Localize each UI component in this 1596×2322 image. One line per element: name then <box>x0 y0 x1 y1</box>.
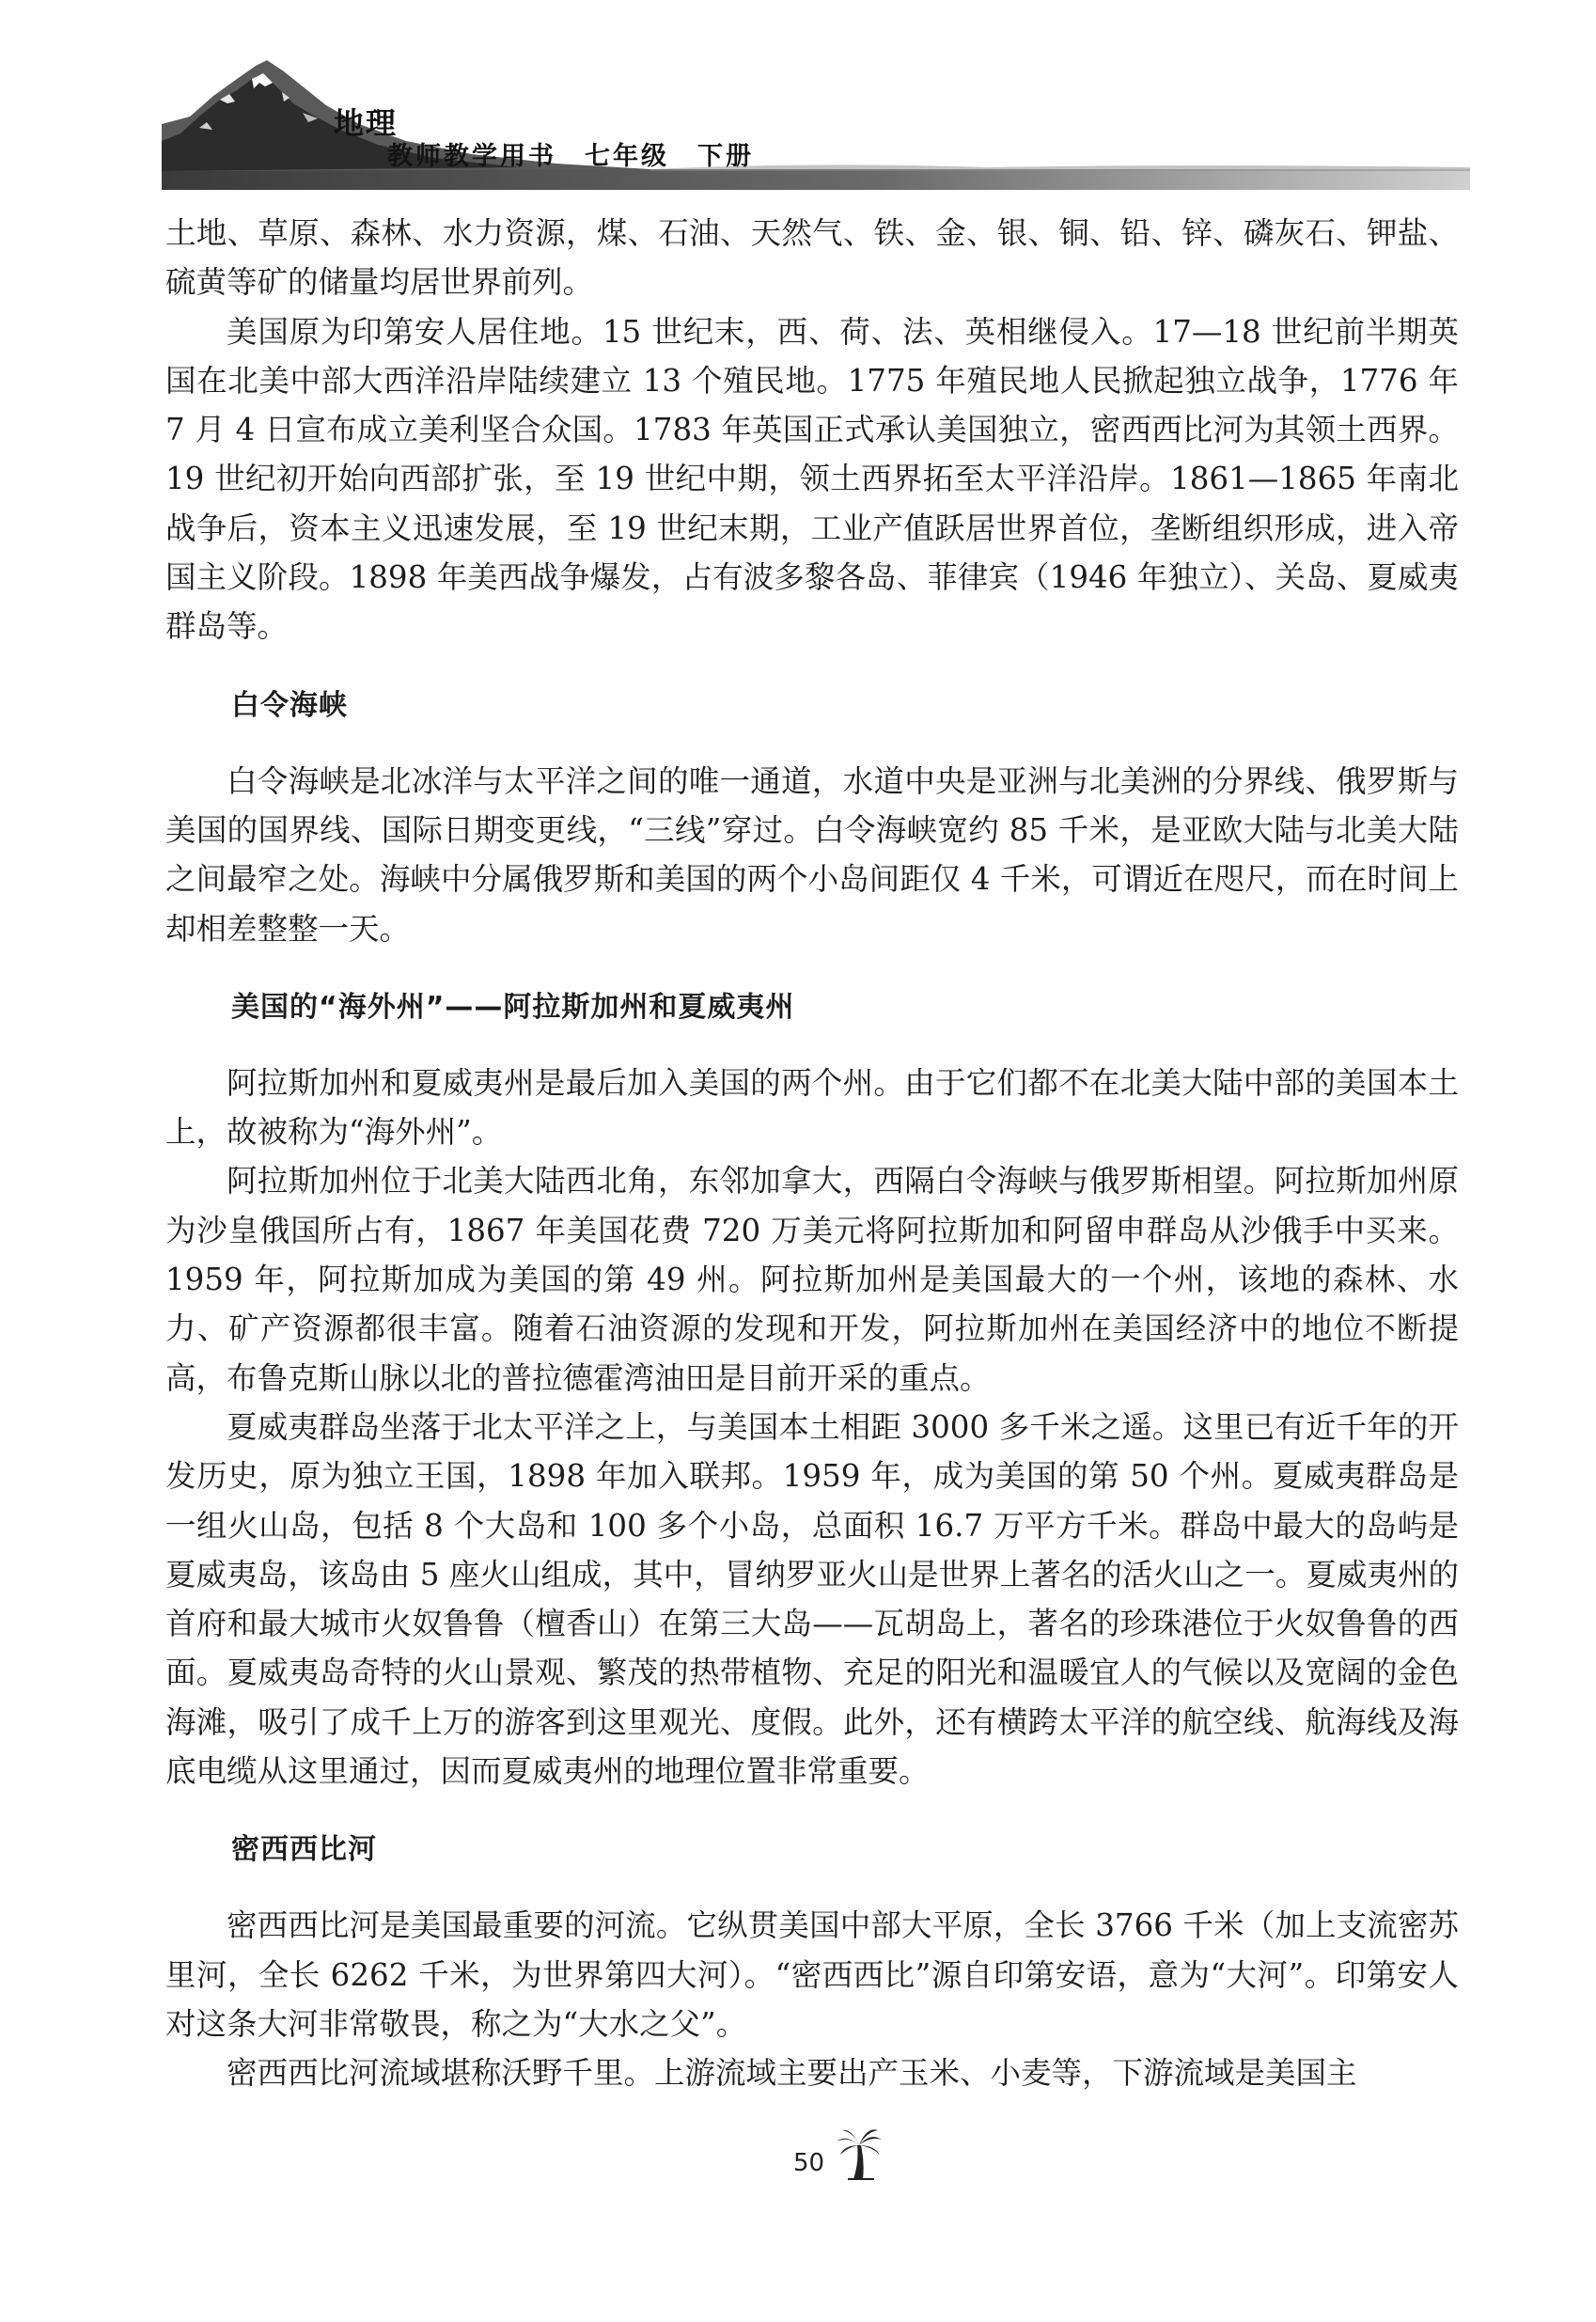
paragraph: 密西西比河是美国最重要的河流。它纵贯美国中部大平原，全长 3766 千米（加上支流密苏里河，全长 6262 千米，为世界第四大河）。“密西西比”源自印第安语，意为“大河”。印第安人对这条大河非常敬畏，称之为“大水之父”。 <box>165 1907 1459 2042</box>
header-grade: 七年级 <box>585 142 669 171</box>
paragraph: 阿拉斯加州位于北美大陆西北角，东邻加拿大，西隔白令海峡与俄罗斯相望。阿拉斯加州原为沙皇俄国所占有，1867 年美国花费 720 万美元将阿拉斯加和阿留申群岛从沙俄手中买来。1959 年，阿拉斯加成为美国的第 49 州。阿拉斯加州是美国最大的一个州，该地的森林、水力、矿产资源都很丰富。随着石油资源的发现和开发，阿拉斯加州在美国经济中的地位不断提高，布鲁克斯山脉以北的普拉德霍湾油田是目前开采的重点。 <box>165 1163 1459 1396</box>
paragraph: 阿拉斯加州和夏威夷州是最后加入美国的两个州。由于它们都不在北美大陆中部的美国本土上，故被称为“海外州”。 <box>165 1064 1459 1151</box>
header-volume: 下册 <box>697 142 754 171</box>
section-heading-bering: 白令海峡 <box>231 688 348 722</box>
section-heading-overseas-states: 美国的“海外州”——阿拉斯加州和夏威夷州 <box>231 990 795 1024</box>
header-book-title: 教师教学用书 <box>387 142 556 171</box>
section-heading-mississippi: 密西西比河 <box>231 1833 377 1867</box>
paragraph: 白令海峡是北冰洋与太平洋之间的唯一通道，水道中央是亚洲与北美洲的分界线、俄罗斯与美国的国界线、国际日期变更线，“三线”穿过。白令海峡宽约 85 千米，是亚欧大陆与北美大陆之间最窄之处。海峡中分属俄罗斯和美国的两个小岛间距仅 4 千米，可谓近在咫尺，而在时间上却相差整整一天。 <box>165 762 1459 947</box>
page-header <box>162 58 1470 195</box>
header-subject: 地理 <box>334 105 399 141</box>
header-book-info <box>387 135 782 172</box>
paragraph: 夏威夷群岛坐落于北太平洋之上，与美国本土相距 3000 多千米之遥。这里已有近千年的开发历史，原为独立王国，1898 年加入联邦。1959 年，成为美国的第 50 个州。夏威夷群岛是一组火山岛，包括 8 个大岛和 100 多个小岛，总面积 16.7 万平方千米。群岛中最大的岛屿是夏威夷岛，该岛由 5 座火山组成，其中，冒纳罗亚火山是世界上著名的活火山之一。夏威夷州的首府和最大城市火奴鲁鲁（檀香山）在第三大岛——瓦胡岛上，著名的珍珠港位于火奴鲁鲁的西面。夏威夷岛奇特的火山景观、繁茂的热带植物、充足的阳光和温暖宜人的气候以及宽阔的金色海滩，吸引了成千上万的游客到这里观光、度假。此外，还有横跨太平洋的航空线、航海线及海底电缆从这里通过，因而夏威夷州的地理位置非常重要。 <box>165 1408 1459 1790</box>
paragraph: 土地、草原、森林、水力资源，煤、石油、天然气、铁、金、银、铜、铅、锌、磷灰石、钾盐、硫黄等矿的储量均居世界前列。 <box>165 215 1459 301</box>
palm-tree-icon <box>837 2126 884 2181</box>
paragraph: 美国原为印第安人居住地。15 世纪末，西、荷、法、英相继侵入。17—18 世纪前半期英国在北美中部大西洋沿岸陆续建立 13 个殖民地。1775 年殖民地人民掀起独立战争，1776 年 7 月 4 日宣布成立美利坚合众国。1783 年英国正式承认美国独立，密西西比河为其领土西界。19 世纪初开始向西部扩张，至 19 世纪中期，领土西界拓至太平洋沿岸。1861—1865 年南北战争后，资本主义迅速发展，至 19 世纪末期，工业产值跃居世界首位，垄断组织形成，进入帝国主义阶段。1898 年美西战争爆发，占有波多黎各岛、菲律宾（1946 年独立）、关岛、夏威夷群岛等。 <box>165 313 1459 645</box>
page-number: 50 <box>793 2149 825 2177</box>
paragraph: 密西西比河流域堪称沃野千里。上游流域主要出产玉米、小麦等，下游流域是美国主 <box>227 2055 1357 2092</box>
page-content <box>165 209 1459 2098</box>
page-footer <box>771 2126 902 2183</box>
